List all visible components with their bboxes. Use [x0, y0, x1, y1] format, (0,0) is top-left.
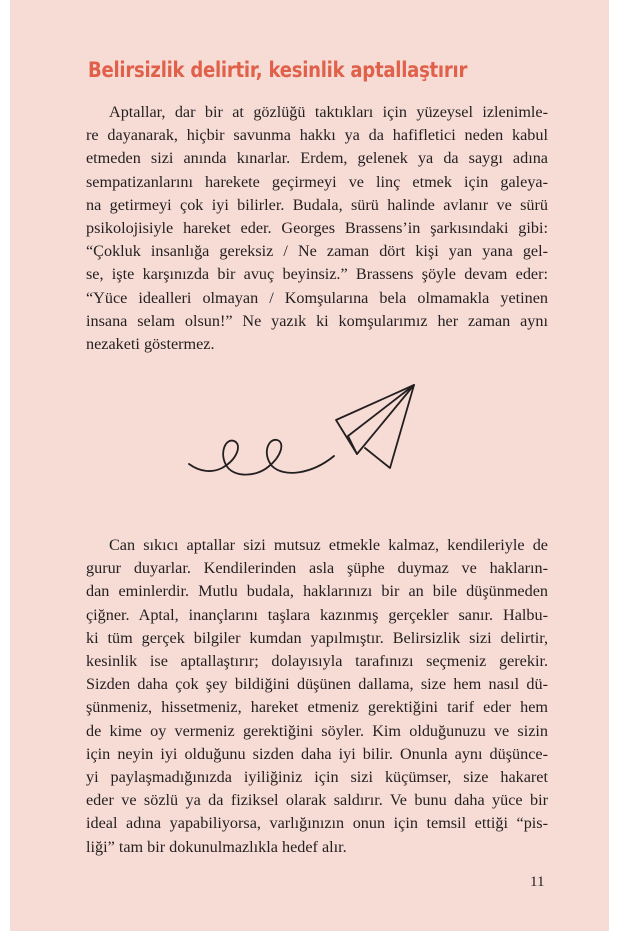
text-line: etmeden sizi anında kınarlar. Erdem, gelenek ya da saygı adına — [86, 149, 548, 168]
text-line: insana selam olsun!” Ne yazık ki komşularımız her zaman aynı — [86, 311, 548, 330]
text-line: gurur duyarlar. Kendilerinden asla şüphe duymaz ve hakların- — [86, 559, 548, 578]
text-line: re dayanarak, hiçbir savunma hakkı ya da hafifletici neden kabul — [86, 126, 548, 145]
text-line: eder ve sözlü ya da fiziksel olarak saldırır. Ve bunu daha yüce bir — [86, 791, 548, 810]
paper-plane-with-swirl-trail-icon — [186, 382, 422, 494]
paragraph-2 — [86, 534, 548, 859]
paragraph-1 — [86, 101, 548, 356]
text-line: nezaketi göstermez. — [86, 335, 215, 354]
text-line: ki tüm gerçek bilgiler kumdan yapılmıştır. Belirsizlik sizi delirtir, — [86, 628, 548, 647]
book-page — [10, 0, 609, 931]
text-line: için neyin iyi olduğunu sizden daha iyi bilir. Onunla aynı düşünce- — [86, 744, 548, 763]
text-line: sempatizanlarını harekete geçirmeyi ve linç etmek için galeya- — [86, 172, 548, 191]
text-line: se, işte karşınızda bir avuç beyinsiz.” Brassens şöyle devam eder: — [86, 265, 548, 284]
text-line: na getirmeyi çok iyi bilirler. Budala, sürü halinde avlanır ve sürü — [86, 195, 548, 214]
text-line: şünmeniz, hissetmeniz, hareket etmeniz gerektiğini tarif eder hem — [86, 698, 548, 717]
text-line: psikolojisiyle hareket eder. Georges Brassens’in şarkısındaki gibi: — [86, 219, 548, 238]
section-heading: Belirsizlik delirtir, kesinlik aptallaştırır — [88, 58, 468, 82]
text-line: ideal adına yapabiliyorsa, varlığınızın onun için temsil ettiği “pis- — [86, 814, 548, 833]
text-line: “Çokluk insanlığa gereksiz / Ne zaman dört kişi yan yana gel- — [86, 242, 548, 261]
text-line: liği” tam bir dokunulmazlıkla hedef alır. — [86, 837, 347, 856]
text-line: “Yüce idealleri olmayan / Komşularına bela olmamakla yetinen — [86, 288, 548, 307]
text-line: dan eminlerdir. Mutlu budala, haklarınızı bir an bile düşünmeden — [86, 582, 548, 601]
page-number: 11 — [530, 874, 545, 890]
text-line: Sizden daha çok şey bildiğini düşünen dallama, size hem nasıl dü- — [86, 675, 548, 694]
text-line: Can sıkıcı aptallar sizi mutsuz etmekle kalmaz, kendileriyle de — [109, 536, 548, 554]
text-line: çiğner. Aptal, inançlarını taşlara kazınmış gerçekler sanır. Halbu- — [86, 605, 548, 624]
text-line: kesinlik ise aptallaştırır; dolayısıyla tarafınızı seçmeniz gerekir. — [86, 652, 548, 671]
text-line: Aptallar, dar bir at gözlüğü taktıkları için yüzeysel izlenimle- — [109, 103, 548, 121]
text-line: de kime oy vermeniz gerektiğini söyler. Kim olduğunuzu ve sizin — [86, 721, 548, 740]
text-line: yi paylaşmadığınızda iyiliğiniz için sizi küçümser, size hakaret — [86, 768, 548, 787]
